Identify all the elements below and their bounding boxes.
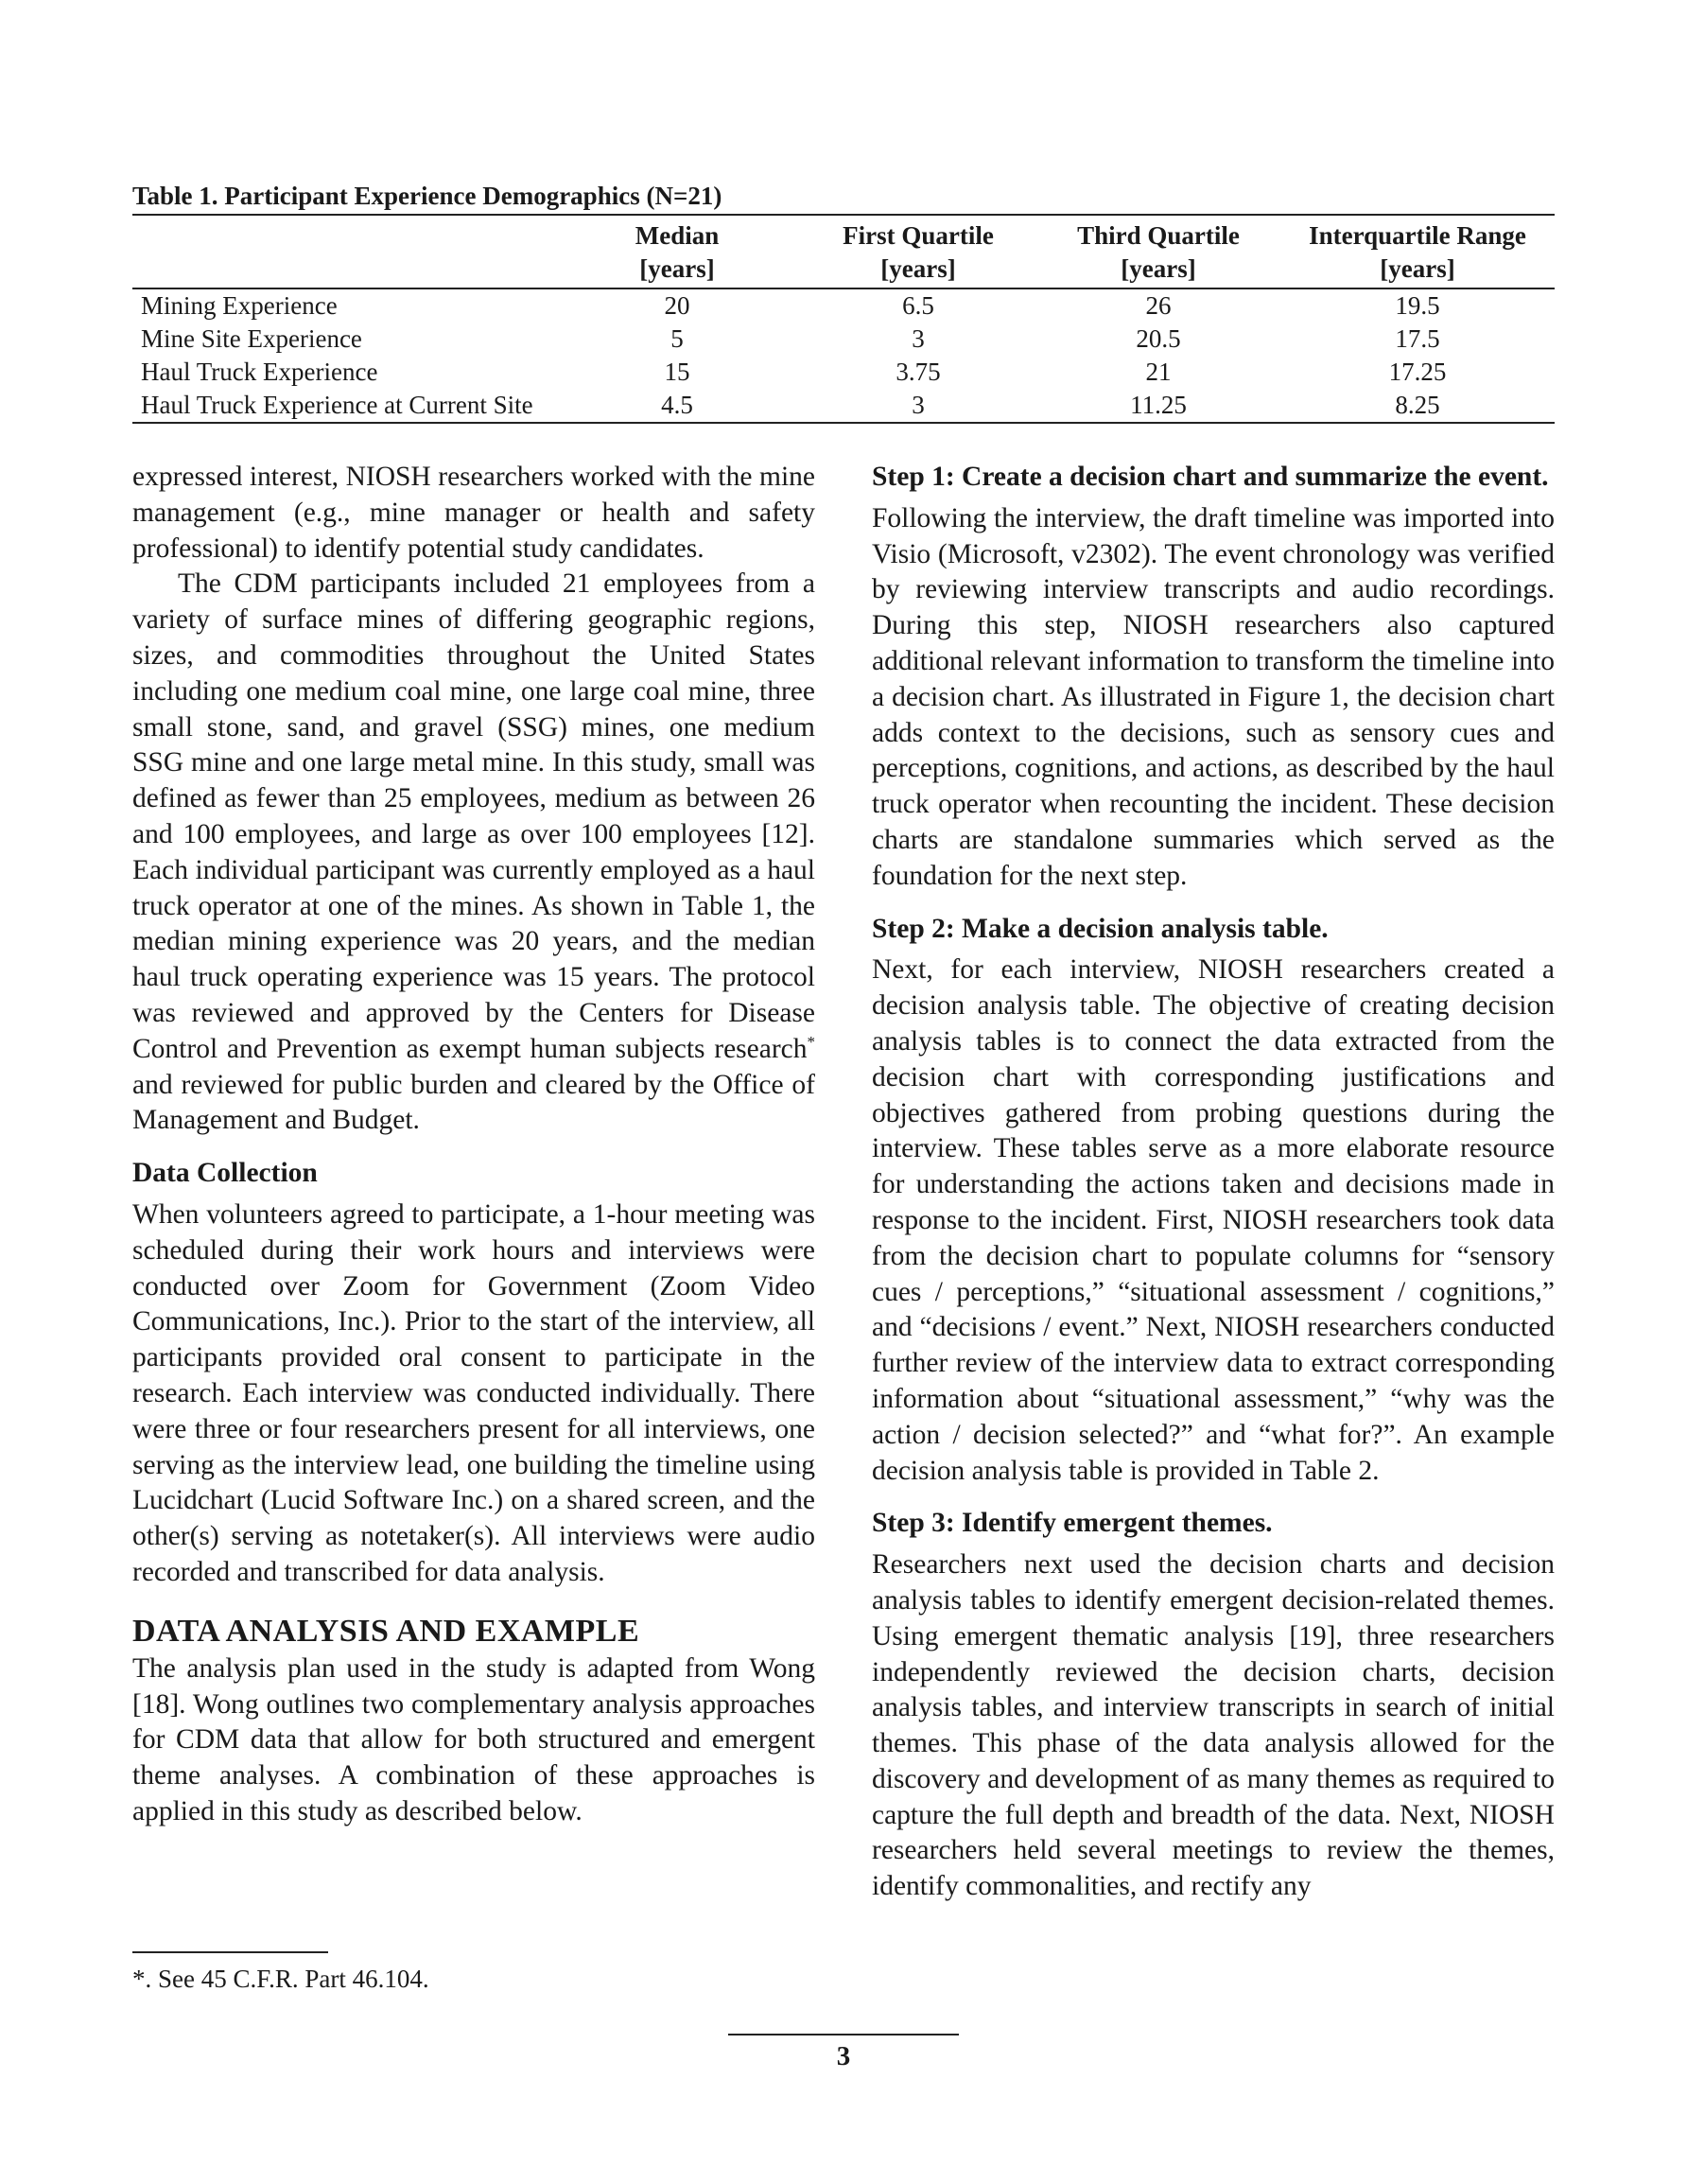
demographics-table (132, 214, 1555, 424)
header-cell: Interquartile Range (1280, 215, 1555, 253)
header-cell (132, 215, 554, 253)
table-caption: Table 1. Participant Experience Demographics (N=21) (132, 182, 722, 210)
table-row (132, 323, 1555, 356)
header-unit: [years] (1280, 253, 1555, 288)
table-cell: 5 (670, 324, 684, 353)
paragraph-text: The CDM participants included 21 employees from a variety of surface mines of differing geographic regions, sizes, and commodities throughout the United States including one medium coal mine, one large coal mine, three small stone, sand, and gravel (SSG) mines, one medium SSG mine and one large metal mine. In this study, small was defined as fewer than 25 employees, medium as between 26 and 100 employees, and large as over 100 employees [12]. Each individual participant was currently employed as a haul truck operator at one of the mines. As shown in Table 1, the median mining experience was 20 years, and the median haul truck operating experience was 15 years. The protocol was reviewed and approved by the Centers for Disease Control and Prevention as exempt human subjects research (132, 568, 815, 1064)
header-cell: Third Quartile (1036, 215, 1280, 253)
subheading-step-2: Step 2: Make a decision analysis table. (872, 913, 1329, 944)
paragraph: expressed interest, NIOSH researchers worked with the mine management (e.g., mine manager or health and safety professional) to identify potential study candidates. (132, 462, 815, 564)
footnote-rule (132, 1951, 328, 1953)
row-label: Mine Site Experience (141, 324, 362, 353)
table-cell: 19.5 (1395, 291, 1440, 320)
section-heading: DATA ANALYSIS AND EXAMPLE (132, 1613, 640, 1649)
table-cell: 20.5 (1136, 324, 1181, 353)
table-header-row (132, 215, 1555, 253)
paragraph: When volunteers agreed to participate, a 1-hour meeting was scheduled during their work hours and interviews were conducted over Zoom for Government (Zoom Video Communications, Inc.). Prior to the start of the interview, all participants provided oral consent to participate in the research. Each interview was conducted individually. There were three or four researchers present for all interviews, one serving as the interview lead, one building the timeline using Lucidchart (Lucid Software Inc.) on a shared screen, and the other(s) serving as notetaker(s). All interviews were audio recorded and transcribed for data analysis. (132, 1198, 815, 1587)
paragraph: Following the interview, the draft timeline was imported into Visio (Microsoft, v2302). The event chronology was verified by reviewing interview transcripts and audio recordings. During this step, NIOSH researchers also captured additional relevant information to transform the timeline into a decision chart. As illustrated in Figure 1, the decision chart adds context to the decisions, such as sensory cues and perceptions, cognitions, and actions, as described by the haul truck operator when recounting the incident. These decision charts are standalone summaries which served as the foundation for the next step. (872, 502, 1555, 891)
paragraph (132, 567, 815, 1139)
subheading-step-3: Step 3: Identify emergent themes. (872, 1508, 1273, 1539)
table-cell: 15 (664, 358, 690, 386)
table-cell: 11.25 (1036, 389, 1280, 423)
table-row (132, 389, 1555, 423)
footnote-marker: * (807, 1032, 815, 1051)
table-row (132, 288, 1555, 323)
paragraph-text-end: and reviewed for public burden and cleared by the Office of Management and Budget. (132, 1069, 815, 1136)
table-cell: 4.5 (554, 389, 800, 423)
header-unit (132, 253, 554, 288)
header-cell: First Quartile (800, 215, 1036, 253)
paragraph: Researchers next used the decision charts and decision analysis tables to identify emergent decision-related themes. Using emergent thematic analysis [19], three researchers independently reviewed the decision charts, decision analysis tables, and interview transcripts in search of initial themes. This phase of the data analysis allowed for the discovery and development of as many themes as required to capture the full depth and breadth of the data. Next, NIOSH researchers held several meetings to review the themes, identify commonalities, and rectify any (872, 1549, 1555, 1902)
table-cell: 8.25 (1280, 389, 1555, 423)
table-cell: 20 (664, 291, 690, 320)
row-label: Haul Truck Experience (141, 358, 378, 386)
page-number: 3 (836, 2041, 851, 2071)
table-cell: 17.5 (1395, 324, 1440, 353)
table-row (132, 356, 1555, 389)
table-cell: 3 (800, 389, 1036, 423)
header-cell: Median (554, 215, 800, 253)
table-cell: 3.75 (896, 358, 941, 386)
table-cell: 26 (1145, 291, 1172, 320)
subheading-data-collection: Data Collection (132, 1158, 318, 1189)
header-unit: [years] (554, 253, 800, 288)
table-header-units-row (132, 253, 1555, 288)
row-label: Haul Truck Experience at Current Site (132, 389, 554, 423)
table-cell: 21 (1145, 358, 1172, 386)
paragraph: The analysis plan used in the study is adapted from Wong [18]. Wong outlines two complementary analysis approaches for CDM data that allow for both structured and emergent theme analyses. A combination of these approaches is applied in this study as described below. (132, 1652, 815, 1826)
table-cell: 17.25 (1388, 358, 1447, 386)
table-cell: 6.5 (902, 291, 934, 320)
table-cell: 3 (912, 324, 925, 353)
paragraph: Next, for each interview, NIOSH researchers created a decision analysis table. The objective of creating decision analysis tables is to connect the data extracted from the decision chart with corresponding justifications and objectives gathered from probing questions during the interview. These tables serve as a more elaborate resource for understanding the actions taken and decisions made in response to the incident. First, NIOSH researchers took data from the decision chart to populate columns for “sensory cues / perceptions,” “situational assessment / cognitions,” and “decisions / event.” Next, NIOSH researchers conducted further review of the interview data to extract corresponding information about “situational assessment,” “why was the action / decision selected?” and “what for?”. An example decision analysis table is provided in Table 2. (872, 954, 1555, 1486)
header-unit: [years] (1036, 253, 1280, 288)
table-1 (132, 180, 1555, 424)
page-number-rule (728, 2034, 959, 2035)
header-unit: [years] (800, 253, 1036, 288)
right-column (872, 460, 1555, 1905)
row-label: Mining Experience (141, 291, 338, 320)
subheading-step-1: Step 1: Create a decision chart and summarize the event. (872, 462, 1549, 492)
left-column (132, 460, 815, 1830)
footnote: *. See 45 C.F.R. Part 46.104. (132, 1965, 429, 1993)
